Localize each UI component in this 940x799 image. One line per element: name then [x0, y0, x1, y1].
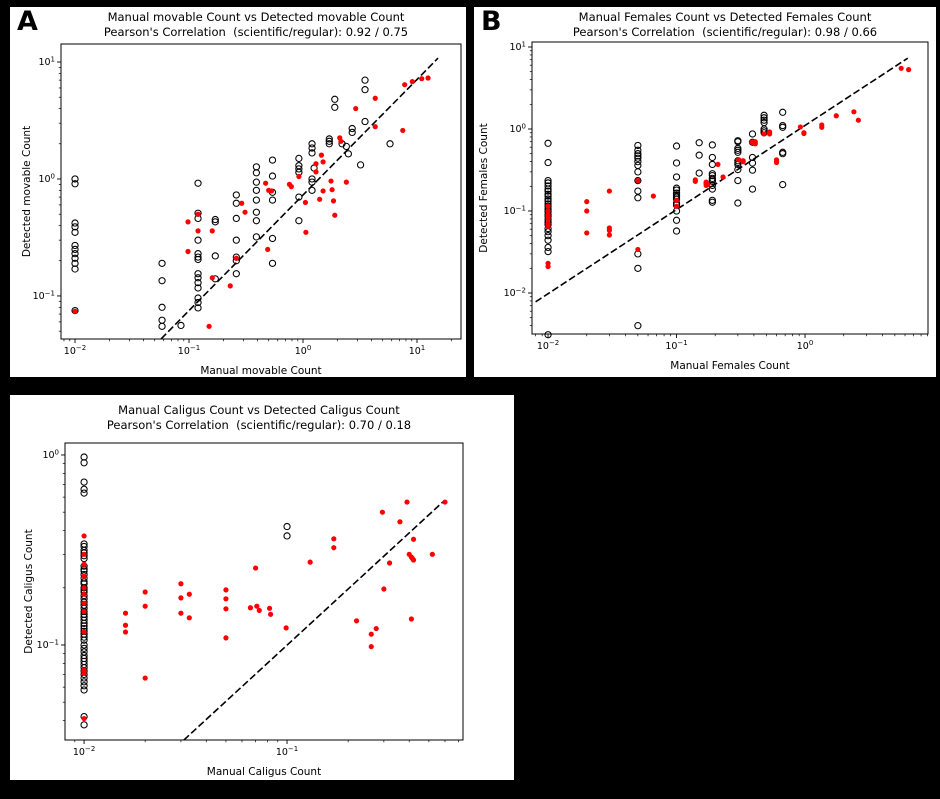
- data-point-filled: [425, 75, 430, 80]
- data-point-open: [178, 322, 184, 328]
- scatter-plot-c: [10, 395, 514, 780]
- data-point-open: [545, 237, 551, 243]
- panel-a-letter: A: [17, 6, 38, 37]
- data-point-open: [159, 304, 165, 310]
- data-point-filled: [308, 560, 313, 565]
- panel-a-x-axis-label: Manual movable Count: [200, 365, 322, 377]
- panel-a-y-axis-label: Detected movable Count: [21, 125, 33, 258]
- data-point-open: [362, 87, 368, 93]
- data-point-filled: [798, 124, 803, 129]
- data-point-filled: [210, 275, 215, 280]
- data-point-filled: [123, 629, 128, 634]
- data-point-filled: [674, 204, 679, 209]
- data-point-filled: [411, 537, 416, 542]
- data-point-filled: [545, 216, 550, 221]
- panel-c-subtitle: Pearson's Correlation (scientific/regular): 0.70 / 0.18: [106, 418, 412, 432]
- data-point-open: [362, 118, 368, 124]
- y-tick-label: $10^0$: [509, 122, 526, 136]
- panel-c: [10, 395, 514, 780]
- data-point-filled: [253, 565, 258, 570]
- data-point-open: [349, 129, 355, 135]
- data-point-filled: [257, 608, 262, 613]
- x-axis-ticks: [536, 334, 928, 352]
- data-point-filled: [369, 644, 374, 649]
- identity-line: [536, 58, 908, 302]
- data-point-open: [709, 142, 715, 148]
- data-point-filled: [584, 199, 589, 204]
- data-point-open: [545, 248, 551, 254]
- data-point-filled: [223, 587, 228, 592]
- data-point-open: [159, 278, 165, 284]
- data-point-filled: [374, 626, 379, 631]
- y-tick-label: $10^0$: [38, 172, 55, 186]
- data-point-filled: [720, 174, 725, 179]
- data-point-filled: [607, 232, 612, 237]
- data-point-filled: [635, 247, 640, 252]
- data-point-filled: [303, 200, 308, 205]
- panel-a: [10, 7, 466, 377]
- data-point-filled: [81, 585, 86, 590]
- data-point-open: [296, 218, 302, 224]
- x-tick-label: $10^{-1}$: [177, 344, 201, 357]
- data-point-open: [362, 77, 368, 83]
- y-tick-label: $10^0$: [42, 448, 59, 462]
- data-point-filled: [545, 224, 550, 229]
- data-point-filled: [269, 188, 274, 193]
- data-point-filled: [195, 228, 200, 233]
- data-point-open: [780, 109, 786, 115]
- panel-b: [474, 7, 936, 377]
- panel-b-y-axis-label: Detected Females Count: [478, 123, 490, 253]
- panel-c-title-line1: Manual Caligus Count vs Detected Caligus Count: [118, 403, 400, 417]
- x-tick-label: $10^{-1}$: [665, 339, 688, 352]
- panel-a-title-line1: Manual movable Count vs Detected movable Count: [107, 10, 405, 24]
- data-point-filled: [397, 519, 402, 524]
- plot-frame: [65, 443, 463, 740]
- y-axis-ticks: [504, 40, 532, 325]
- data-point-filled: [402, 82, 407, 87]
- data-point-filled: [330, 187, 335, 192]
- data-point-open: [780, 181, 786, 187]
- data-point-open: [635, 162, 641, 168]
- data-point-filled: [373, 124, 378, 129]
- data-point-filled: [545, 264, 550, 269]
- y-tick-label: $10^1$: [509, 40, 526, 54]
- data-point-filled: [328, 178, 333, 183]
- data-point-filled: [741, 158, 746, 163]
- x-tick-label: $10^{-2}$: [72, 745, 96, 758]
- data-point-open: [696, 140, 702, 146]
- data-point-filled: [774, 160, 779, 165]
- data-point-filled: [332, 213, 337, 218]
- scatter-plot-a: [10, 7, 466, 377]
- x-tick-label: $10^0$: [796, 339, 814, 352]
- data-point-open: [545, 140, 551, 146]
- data-point-filled: [354, 618, 359, 623]
- series-red_dots: [545, 66, 911, 269]
- data-point-filled: [267, 606, 272, 611]
- data-point-filled: [584, 230, 589, 235]
- data-point-open: [233, 200, 239, 206]
- data-point-open: [735, 177, 741, 183]
- data-point-filled: [387, 560, 392, 565]
- data-point-filled: [143, 589, 148, 594]
- data-point-filled: [185, 219, 190, 224]
- data-point-open: [233, 237, 239, 243]
- data-point-open: [709, 154, 715, 160]
- data-point-filled: [210, 228, 215, 233]
- data-point-open: [673, 160, 679, 166]
- data-point-open: [212, 253, 218, 259]
- data-point-filled: [81, 552, 86, 557]
- y-tick-label: $10^{-1}$: [32, 289, 55, 303]
- data-point-open: [545, 159, 551, 165]
- data-point-filled: [906, 67, 911, 72]
- y-tick-label: $10^{-2}$: [503, 286, 526, 300]
- data-point-open: [253, 187, 259, 193]
- data-point-filled: [268, 612, 273, 617]
- data-point-open: [749, 131, 755, 137]
- data-point-filled: [72, 309, 77, 314]
- x-tick-label: $10^{-2}$: [536, 339, 560, 352]
- data-point-open: [253, 197, 259, 203]
- panel-b-x-axis-label: Manual Females Count: [670, 360, 790, 372]
- data-point-filled: [187, 615, 192, 620]
- data-point-filled: [81, 601, 86, 606]
- data-point-open: [635, 188, 641, 194]
- panel-c-x-axis-label: Manual Caligus Count: [206, 766, 322, 778]
- data-point-filled: [607, 188, 612, 193]
- y-tick-label: $10^1$: [38, 55, 55, 69]
- data-point-open: [309, 187, 315, 193]
- data-point-filled: [834, 113, 839, 118]
- data-point-open: [195, 180, 201, 186]
- panel-a-subtitle: Pearson's Correlation (scientific/regular): 0.92 / 0.75: [103, 25, 409, 39]
- data-point-open: [81, 479, 87, 485]
- data-point-open: [284, 533, 290, 539]
- data-point-filled: [331, 545, 336, 550]
- data-point-open: [709, 161, 715, 167]
- x-tick-label: $10^{-2}$: [63, 344, 87, 357]
- y-axis-ticks: [33, 55, 61, 331]
- data-point-filled: [404, 499, 409, 504]
- x-axis-ticks: [73, 740, 459, 758]
- data-point-open: [673, 143, 679, 149]
- data-point-filled: [430, 552, 435, 557]
- data-point-filled: [81, 629, 86, 634]
- data-point-filled: [761, 131, 766, 136]
- data-point-open: [233, 271, 239, 277]
- data-point-open: [81, 490, 87, 496]
- data-point-filled: [753, 141, 758, 146]
- data-point-open: [284, 523, 290, 529]
- data-point-filled: [228, 283, 233, 288]
- data-point-filled: [381, 586, 386, 591]
- data-point-filled: [284, 625, 289, 630]
- data-point-open: [673, 174, 679, 180]
- data-point-filled: [320, 159, 325, 164]
- data-point-filled: [206, 324, 211, 329]
- data-point-filled: [248, 605, 253, 610]
- data-point-filled: [851, 109, 856, 114]
- data-point-open: [269, 235, 275, 241]
- data-point-filled: [195, 212, 200, 217]
- series-red_dots: [72, 75, 430, 329]
- data-point-filled: [607, 228, 612, 233]
- plot-frame: [61, 44, 461, 339]
- data-point-filled: [400, 128, 405, 133]
- data-point-filled: [81, 716, 86, 721]
- data-point-filled: [187, 592, 192, 597]
- data-point-filled: [81, 592, 86, 597]
- data-point-filled: [899, 66, 904, 71]
- panel-b-subtitle: Pearson's Correlation (scientific/regular): 0.98 / 0.66: [572, 25, 878, 39]
- data-point-filled: [178, 611, 183, 616]
- data-point-open: [387, 141, 393, 147]
- data-point-open: [269, 157, 275, 163]
- data-point-filled: [705, 182, 710, 187]
- data-point-open: [233, 192, 239, 198]
- x-tick-label: $10^{-1}$: [275, 745, 299, 758]
- data-point-filled: [545, 203, 550, 208]
- plot-frame: [532, 42, 928, 334]
- data-point-filled: [584, 208, 589, 213]
- data-point-filled: [234, 256, 239, 261]
- data-point-filled: [313, 169, 318, 174]
- data-point-open: [159, 260, 165, 266]
- data-point-filled: [143, 675, 148, 680]
- data-point-filled: [819, 125, 824, 130]
- data-point-filled: [715, 162, 720, 167]
- identity-line: [161, 58, 438, 339]
- data-point-filled: [178, 595, 183, 600]
- data-point-open: [269, 173, 275, 179]
- data-point-open: [269, 260, 275, 266]
- data-point-filled: [123, 611, 128, 616]
- data-point-filled: [239, 201, 244, 206]
- data-point-filled: [223, 596, 228, 601]
- data-point-open: [253, 209, 259, 215]
- data-point-filled: [313, 161, 318, 166]
- data-point-open: [233, 215, 239, 221]
- data-point-open: [253, 164, 259, 170]
- data-point-filled: [263, 181, 268, 186]
- data-point-open: [253, 218, 259, 224]
- series-red_dots: [81, 499, 447, 721]
- data-point-filled: [296, 174, 301, 179]
- data-point-filled: [320, 188, 325, 193]
- data-point-filled: [81, 574, 86, 579]
- data-point-open: [253, 234, 259, 240]
- data-point-open: [159, 323, 165, 329]
- data-point-open: [357, 162, 363, 168]
- data-point-filled: [289, 184, 294, 189]
- data-point-filled: [319, 153, 324, 158]
- data-point-open: [635, 169, 641, 175]
- data-point-open: [673, 228, 679, 234]
- data-point-filled: [411, 557, 416, 562]
- data-point-filled: [242, 210, 247, 215]
- data-point-filled: [635, 178, 640, 183]
- data-point-filled: [81, 671, 86, 676]
- data-point-open: [735, 200, 741, 206]
- data-point-open: [81, 687, 87, 693]
- data-point-filled: [331, 198, 336, 203]
- data-point-filled: [331, 536, 336, 541]
- data-point-filled: [143, 604, 148, 609]
- data-point-open: [81, 722, 87, 728]
- data-point-open: [253, 179, 259, 185]
- y-tick-label: $10^{-1}$: [36, 638, 59, 652]
- data-point-filled: [369, 632, 374, 637]
- data-point-filled: [303, 230, 308, 235]
- data-point-filled: [123, 623, 128, 628]
- data-point-filled: [81, 562, 86, 567]
- panel-c-y-axis-label: Detected Caligus Count: [23, 529, 35, 654]
- data-point-filled: [223, 635, 228, 640]
- data-point-open: [332, 104, 338, 110]
- data-point-filled: [410, 79, 415, 84]
- data-point-filled: [353, 106, 358, 111]
- data-point-filled: [674, 198, 679, 203]
- data-point-open: [749, 167, 755, 173]
- data-point-open: [159, 317, 165, 323]
- data-point-open: [253, 170, 259, 176]
- data-point-open: [635, 195, 641, 201]
- data-point-open: [296, 155, 302, 161]
- data-point-open: [696, 170, 702, 176]
- series-open_black_circles: [81, 454, 290, 728]
- data-point-filled: [651, 193, 656, 198]
- data-point-filled: [856, 118, 861, 123]
- data-point-filled: [419, 76, 424, 81]
- data-point-filled: [178, 581, 183, 586]
- data-point-open: [696, 152, 702, 158]
- data-point-filled: [409, 616, 414, 621]
- x-tick-label: $10^0$: [294, 344, 312, 357]
- data-point-open: [269, 197, 275, 203]
- identity-line: [184, 502, 443, 740]
- data-point-filled: [317, 197, 322, 202]
- data-point-open: [635, 265, 641, 271]
- y-axis-ticks: [37, 448, 65, 720]
- data-point-filled: [373, 96, 378, 101]
- data-point-filled: [185, 249, 190, 254]
- data-point-open: [332, 96, 338, 102]
- data-point-filled: [81, 609, 86, 614]
- data-point-filled: [801, 131, 806, 136]
- data-point-open: [195, 237, 201, 243]
- data-point-filled: [223, 606, 228, 611]
- data-point-open: [635, 323, 641, 329]
- data-point-filled: [442, 499, 447, 504]
- data-point-filled: [380, 510, 385, 515]
- data-point-open: [673, 217, 679, 223]
- data-point-filled: [81, 533, 86, 538]
- data-point-filled: [338, 139, 343, 144]
- panel-b-letter: B: [481, 6, 502, 37]
- data-point-filled: [344, 180, 349, 185]
- data-point-open: [749, 186, 755, 192]
- data-point-open: [345, 151, 351, 157]
- x-tick-label: $10^1$: [408, 344, 426, 357]
- x-axis-ticks: [64, 339, 452, 357]
- panel-b-title-line1: Manual Females Count vs Detected Females Count: [578, 10, 872, 24]
- series-open_black_circles: [72, 77, 393, 329]
- scatter-plot-b: [474, 7, 936, 377]
- data-point-filled: [767, 129, 772, 134]
- y-tick-label: $10^{-1}$: [503, 204, 526, 218]
- data-point-filled: [693, 179, 698, 184]
- data-point-filled: [265, 247, 270, 252]
